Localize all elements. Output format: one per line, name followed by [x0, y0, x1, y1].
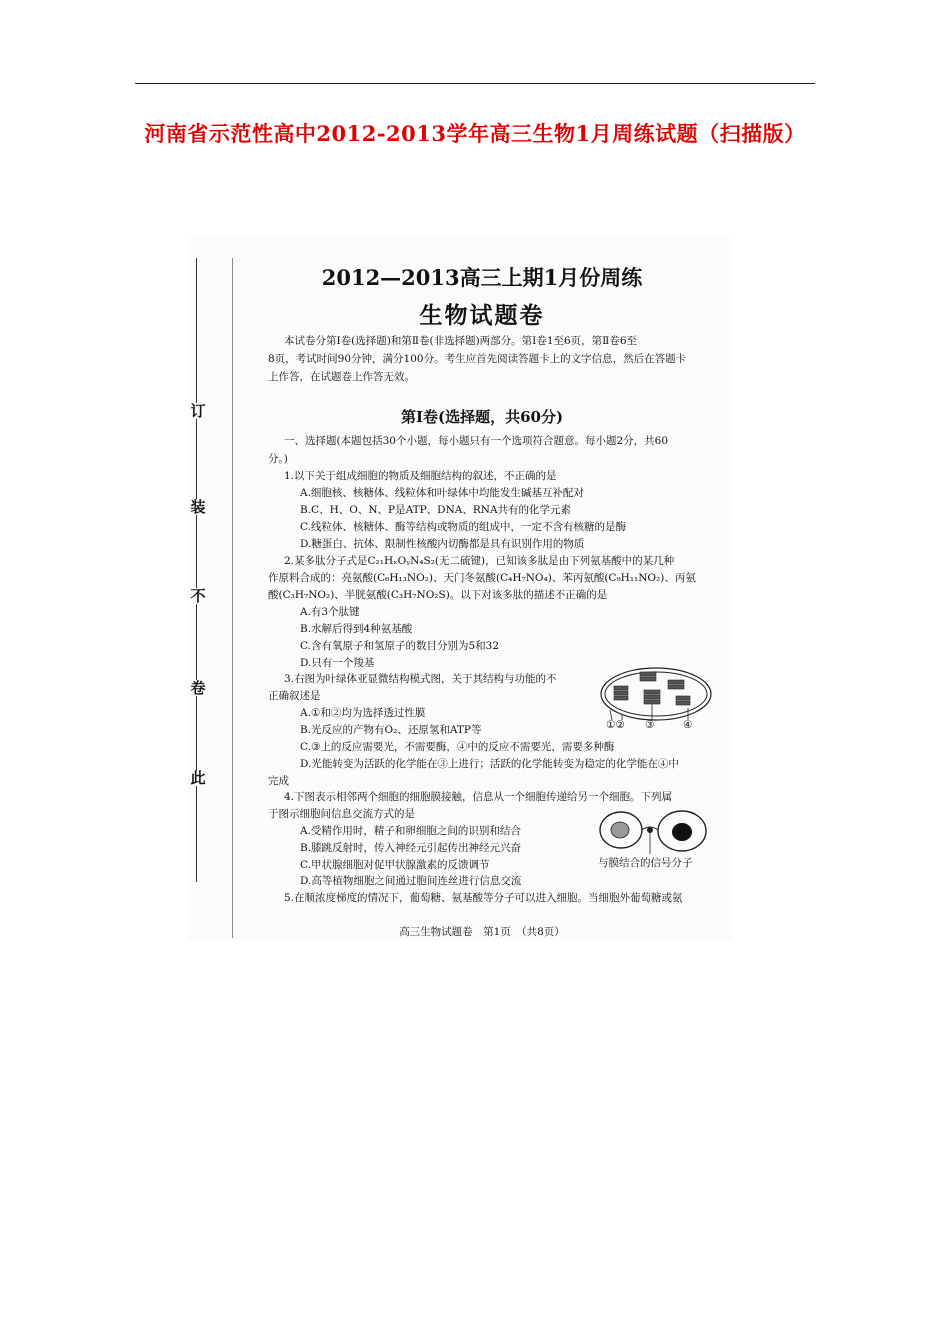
intro-line: 8页，考试时间90分钟，满分100分。考生应首先阅读答题卡上的文字信息，然后在答题卡	[268, 353, 687, 365]
figure-label: ①②	[606, 719, 625, 731]
cell-signaling-diagram	[598, 808, 710, 856]
binding-word: 装	[190, 498, 206, 516]
question-option: A.有3个肽键	[300, 606, 360, 618]
question-option: C.甲状腺细胞对促甲状腺激素的反馈调节	[300, 859, 490, 871]
top-rule	[135, 83, 815, 84]
document-title: 河南省示范性高中2012-2013学年高三生物1月周练试题（扫描版）	[144, 121, 806, 146]
question-stem: 作原料合成的：亮氨酸(C₆H₁₃NO₂)、天门冬氨酸(C₄H₇NO₄)、苯丙氨酸(C₉H₁₁NO₂)、丙氨	[268, 572, 696, 584]
binding-word: 卷	[190, 679, 206, 697]
binding-word: 此	[190, 769, 206, 787]
question-option: B.膝跳反射时，传入神经元引起传出神经元兴奋	[300, 842, 522, 854]
question-option: D.只有一个羧基	[300, 657, 375, 669]
section-intro-line: 一、选择题(本题包括30个小题，每小题只有一个选项符合题意。每小题2分，共60	[284, 435, 668, 447]
question-stem: 2.某多肽分子式是C₂₁HₓOᵧN₄S₂(无二硫键)，已知该多肽是由下列氨基酸中的某几种	[284, 555, 675, 567]
question-stem: 5.在顺浓度梯度的情况下，葡萄糖、氨基酸等分子可以进入细胞。当细胞外葡萄糖或氨	[284, 892, 683, 904]
question-option: B.光反应的产物有O₂、还原氢和ATP等	[300, 724, 482, 736]
question-option: C.含有氧原子和氢原子的数目分别为5和32	[300, 640, 500, 652]
question-option: A.①和②均为选择透过性膜	[300, 707, 426, 719]
question-option: D.高等植物细胞之间通过胞间连丝进行信息交流	[300, 875, 522, 887]
question-stem: 1.以下关于组成细胞的物质及细胞结构的叙述，不正确的是	[284, 470, 557, 482]
binding-word: 订	[190, 402, 206, 420]
question-option-continued: 完成	[268, 775, 289, 787]
binding-margin-line	[232, 258, 233, 938]
section-title: 第Ⅰ卷(选择题，共60分)	[400, 408, 564, 426]
question-option: A.细胞核、核糖体、线粒体和叶绿体中均能发生碱基互补配对	[300, 487, 584, 499]
question-stem: 3.右图为叶绿体亚显微结构模式图，关于其结构与功能的不	[284, 673, 557, 685]
question-option: B.水解后得到4种氨基酸	[300, 623, 413, 635]
question-stem: 4.下图表示相邻两个细胞的细胞膜接触，信息从一个细胞传递给另一个细胞。下列属	[284, 791, 673, 803]
question-stem: 正确叙述是	[268, 690, 321, 702]
question-stem: 于图示细胞间信息交流方式的是	[268, 808, 415, 820]
question-option: C.③上的反应需要光，不需要酶，④中的反应不需要光，需要多种酶	[300, 741, 615, 753]
question-option: B.C、H、O、N、P是ATP、DNA、RNA共有的化学元素	[300, 504, 572, 516]
figure-caption: 与膜结合的信号分子	[598, 857, 693, 869]
exam-title: 2012—2013高三上期1月份周练	[321, 265, 643, 290]
figure-label: ④	[683, 719, 693, 731]
binding-line	[196, 258, 197, 882]
question-option: D.糖蛋白、抗体、限制性核酸内切酶都是具有识别作用的物质	[300, 538, 585, 550]
figure-label: ③	[645, 719, 655, 731]
section-intro-line: 分。)	[268, 453, 288, 465]
page-footer: 高三生物试题卷 第1页 （共8页）	[399, 926, 565, 938]
question-option: C.线粒体、核糖体、酶等结构或物质的组成中，一定不含有核糖的是酶	[300, 521, 626, 533]
question-option: A.受精作用时，精子和卵细胞之间的识别和结合	[300, 825, 521, 837]
question-option: D.光能转变为活跃的化学能在③上进行；活跃的化学能转变为稳定的化学能在④中	[300, 758, 679, 770]
intro-line: 本试卷分第Ⅰ卷(选择题)和第Ⅱ卷(非选择题)两部分。第Ⅰ卷1至6页，第Ⅱ卷6至	[284, 335, 637, 347]
question-stem: 酸(C₃H₇NO₂)、半胱氨酸(C₃H₇NO₂S)。以下对该多肽的描述不正确的是	[268, 589, 608, 601]
binding-word: 不	[190, 587, 206, 605]
intro-line: 上作答，在试题卷上作答无效。	[268, 371, 415, 383]
exam-subtitle: 生物试题卷	[419, 302, 545, 329]
